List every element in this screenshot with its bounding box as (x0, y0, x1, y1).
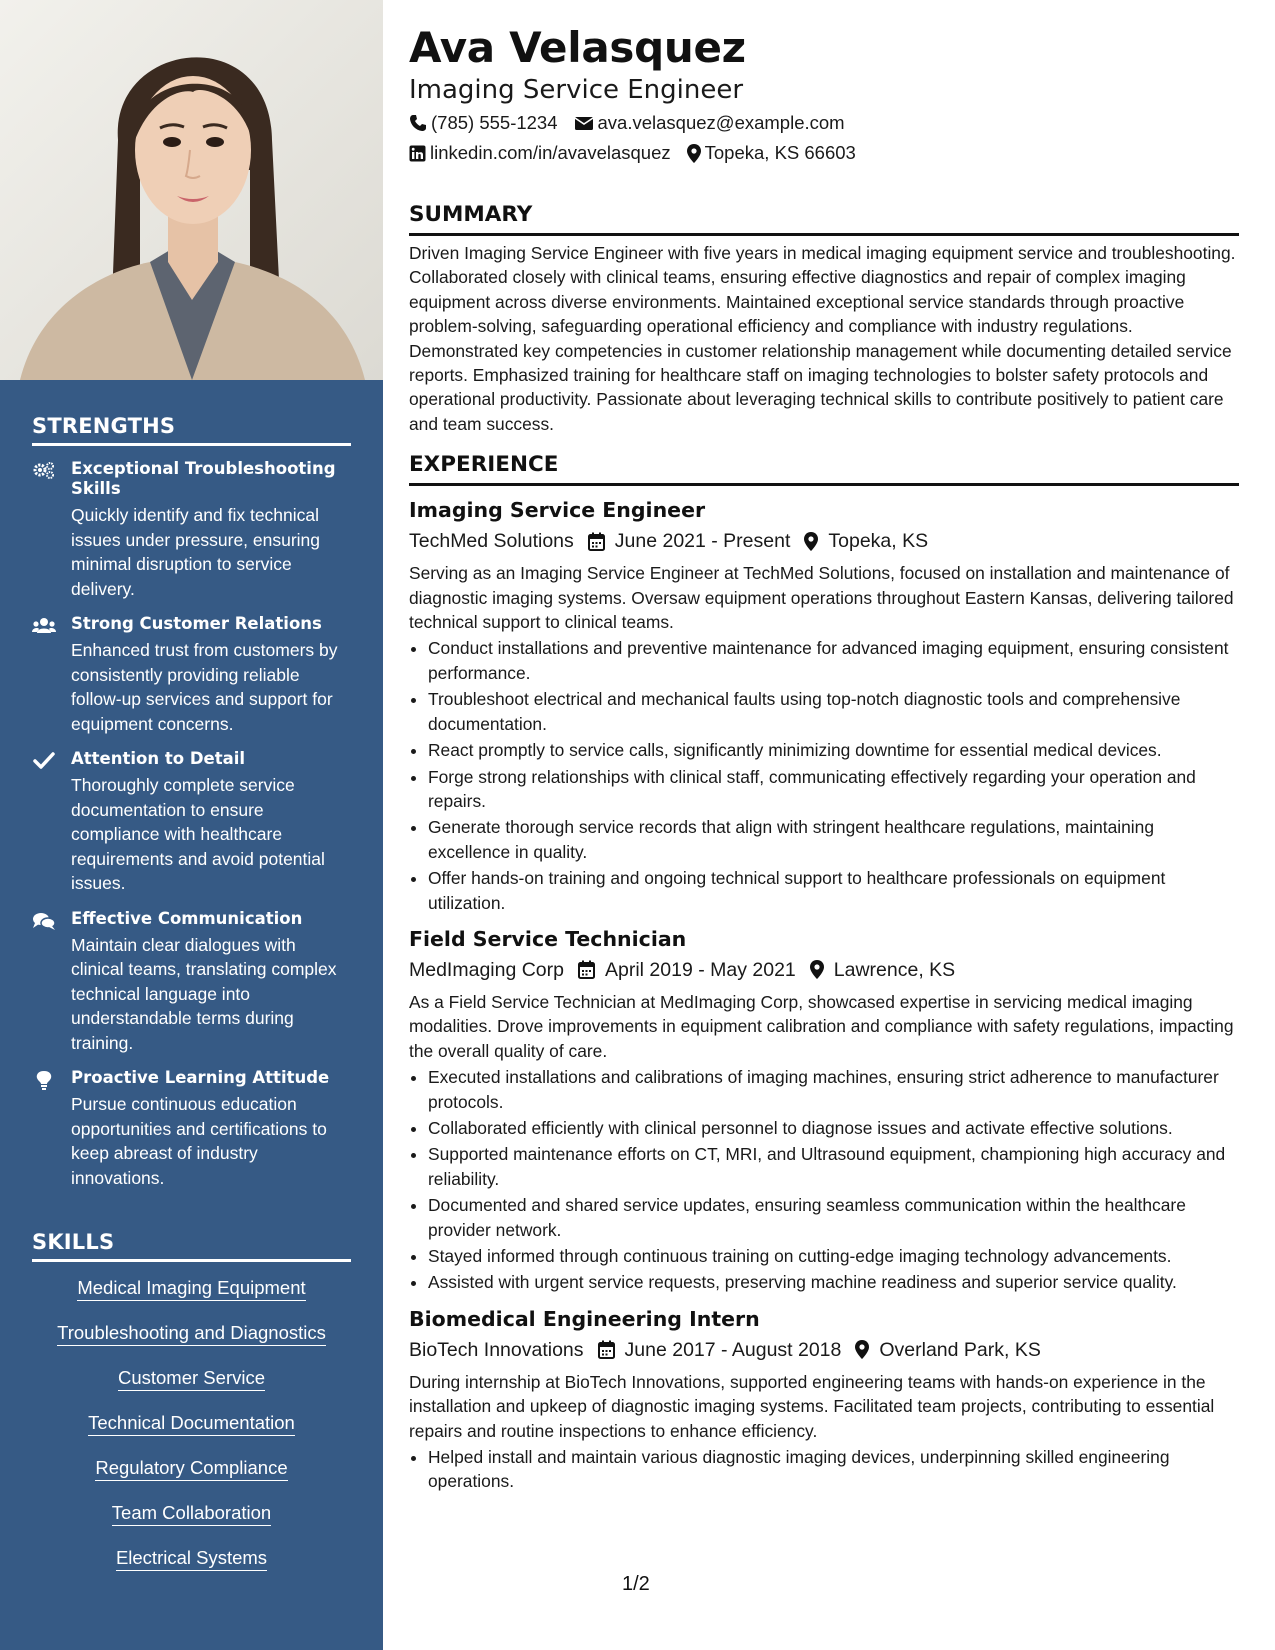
job-dates (598, 1336, 842, 1364)
location-text: Topeka, KS (828, 530, 929, 553)
bullet-item: • Assisted with urgent service requests, preserving machine readiness and superior service quality. (428, 1270, 1239, 1294)
map-pin-icon (810, 960, 824, 979)
skill-tag: Medical Imaging Equipment (77, 1276, 305, 1301)
lightbulb-icon (32, 1070, 56, 1090)
users-icon (32, 616, 56, 636)
skill-tag: Customer Service (118, 1366, 265, 1391)
dates-text: April 2019 - May 2021 (605, 958, 796, 981)
linkedin-item[interactable] (409, 140, 671, 166)
job-meta (409, 527, 1239, 555)
company-name (409, 956, 564, 984)
location-item (687, 140, 856, 166)
bullet-item: • Executed installations and calibrations of imaging machines, ensuring strict adherence to manufacturer protocols. (428, 1065, 1239, 1114)
dates-text: June 2021 - Present (614, 530, 791, 553)
job-title: Field Service Technician (409, 926, 687, 951)
comments-icon (32, 911, 56, 931)
calendar-icon (598, 1340, 615, 1359)
bullet-item: • Helped install and maintain various diagnostic imaging devices, underpinning skilled engineering operations. (428, 1445, 1239, 1494)
map-pin-icon (687, 144, 701, 163)
job-description: As a Field Service Technician at MedImaging Corp, showcased expertise in servicing medical imaging modalities. Drove improvements in equipment calibration and compliance with safety regulations, impacting the overall quality of care. (409, 991, 1234, 1061)
bullet-item: • Stayed informed through continuous training on cutting-edge imaging technology advancements. (428, 1244, 1239, 1268)
check-icon (32, 751, 56, 771)
strength-item (32, 909, 351, 1056)
strength-title: Strong Customer Relations (71, 614, 322, 633)
bullet-item: • Generate thorough service records that align with stringent healthcare regulations, maintaining excellence in quality. (428, 815, 1239, 864)
map-pin-icon (855, 1340, 869, 1359)
summary-heading: SUMMARY (409, 202, 1239, 236)
experience-section (409, 452, 1239, 1494)
bullet-item: • Documented and shared service updates, ensuring seamless communication within the healthcare provider network. (428, 1193, 1239, 1242)
candidate-title: Imaging Service Engineer (409, 75, 744, 105)
bullet-item: • Conduct installations and preventive maintenance for advanced imaging equipment, ensuring consistent performance. (428, 636, 1239, 685)
profile-photo (0, 0, 383, 380)
location-text: Topeka, KS 66603 (704, 142, 856, 163)
phone-item (409, 110, 558, 136)
job-entry (409, 496, 1239, 915)
job-location (855, 1336, 1040, 1364)
job-entry (409, 1305, 1239, 1494)
strength-description: Enhanced trust from customers by consistently providing reliable follow-up services and support for equipment concerns. (71, 640, 338, 734)
strength-description: Thoroughly complete service documentation to ensure compliance with healthcare requirements and avoid potential issues. (71, 775, 325, 893)
summary-section (409, 202, 1239, 436)
skill-tag: Electrical Systems (116, 1546, 267, 1571)
job-bullets (428, 1445, 1239, 1494)
job-title: Biomedical Engineering Intern (409, 1306, 760, 1331)
linkedin-text[interactable]: linkedin.com/in/avavelasquez (430, 142, 671, 163)
strength-item (32, 749, 351, 896)
strength-title: Effective Communication (71, 908, 303, 928)
skill-tag: Team Collaboration (112, 1501, 271, 1526)
job-location (810, 956, 955, 984)
bullet-item: • Supported maintenance efforts on CT, MRI, and Ultrasound equipment, championing high accuracy and reliability. (428, 1142, 1239, 1191)
dates-text: June 2017 - August 2018 (624, 1338, 842, 1361)
candidate-name: Ava Velasquez (409, 23, 746, 72)
contact-row (409, 110, 1239, 136)
skill-tag: Troubleshooting and Diagnostics (57, 1321, 326, 1346)
experience-heading: EXPERIENCE (409, 452, 1239, 486)
strengths-heading: STRENGTHS (32, 414, 351, 446)
main-content (409, 22, 1239, 1496)
job-location (804, 527, 928, 555)
bullet-item: • React promptly to service calls, significantly minimizing downtime for essential medical devices. (428, 738, 1239, 762)
job-bullets (428, 1065, 1239, 1295)
strength-item (32, 459, 351, 601)
job-description: Serving as an Imaging Service Engineer at TechMed Solutions, focused on installation and maintenance of diagnostic imaging systems. Oversaw equipment operations throughout Eastern Kansas, delivering tailored technical support to clinical teams. (409, 563, 1234, 633)
strength-item (32, 1068, 351, 1190)
summary-text: Driven Imaging Service Engineer with five years in medical imaging equipment service and troubleshooting. Collaborated closely with clinical teams, ensuring effective diagnostics and repair of complex imaging equipment across diverse environments. Maintained exceptional service standards through proactive problem-solving, safeguarding operational efficiency and compliance with industry regulations. Demonstrated key competencies in customer relationship management while documenting detailed service reports. Emphasized training for healthcare staff on imaging technologies to bolster safety protocols and operational productivity. Passionate about leveraging technical skills to contribute positively to patient care and team success. (409, 243, 1236, 434)
job-bullets (428, 636, 1239, 914)
page-number: 1/2 (622, 1573, 650, 1595)
skill-tag: Regulatory Compliance (95, 1456, 287, 1481)
strength-title: Attention to Detail (71, 749, 246, 768)
calendar-icon (588, 532, 605, 551)
envelope-icon (574, 115, 594, 131)
phone-icon (409, 114, 427, 132)
sidebar (0, 0, 383, 1650)
gears-icon (32, 461, 56, 481)
skills-section (32, 1230, 351, 1591)
bullet-item: • Forge strong relationships with clinical staff, communicating effectively regarding your operation and repairs. (428, 765, 1239, 814)
strength-description: Pursue continuous education opportunities and certifications to keep abreast of industry innovations. (71, 1094, 327, 1188)
strengths-section (32, 414, 351, 1190)
linkedin-icon (409, 145, 426, 162)
skill-tag: Technical Documentation (88, 1411, 295, 1436)
company-name (409, 527, 574, 555)
strength-item (32, 614, 351, 736)
bullet-item: • Offer hands-on training and ongoing technical support to healthcare professionals on equipment utilization. (428, 866, 1239, 915)
phone-text: (785) 555-1234 (431, 112, 558, 133)
skills-heading: SKILLS (32, 1230, 351, 1262)
bullet-item: • Collaborated efficiently with clinical personnel to diagnose issues and activate effective solutions. (428, 1116, 1239, 1140)
location-text: Lawrence, KS (833, 958, 956, 981)
map-pin-icon (804, 532, 818, 551)
skill-list (32, 1276, 351, 1571)
job-title: Imaging Service Engineer (409, 498, 706, 523)
strength-title: Proactive Learning Attitude (71, 1068, 330, 1087)
bullet-item: • Troubleshoot electrical and mechanical faults using top-notch diagnostic tools and comprehensive documentation. (428, 687, 1239, 736)
company-name (409, 1336, 584, 1364)
calendar-icon (578, 960, 595, 979)
strength-description: Quickly identify and fix technical issues under pressure, ensuring minimal disruption to service delivery. (71, 505, 321, 599)
company-text: BioTech Innovations (409, 1338, 584, 1361)
strength-description: Maintain clear dialogues with clinical teams, translating complex technical language into understandable terms during training. (71, 934, 337, 1053)
email-item[interactable] (574, 110, 845, 136)
email-text[interactable]: ava.velasquez@example.com (597, 112, 845, 133)
job-meta (409, 1336, 1239, 1364)
job-dates (588, 527, 791, 555)
company-text: MedImaging Corp (409, 958, 564, 981)
contact-row-2 (409, 140, 1239, 166)
job-dates (578, 956, 796, 984)
company-text: TechMed Solutions (409, 530, 574, 553)
location-text: Overland Park, KS (879, 1338, 1041, 1361)
job-meta (409, 956, 1239, 984)
job-entry (409, 925, 1239, 1295)
strength-title: Exceptional Troubleshooting Skills (71, 459, 336, 498)
job-description: During internship at BioTech Innovations, supported engineering teams with hands-on experience in the installation and upkeep of diagnostic imaging systems. Facilitated team projects, contributing to essential repairs and routine inspections to enhance efficiency. (409, 1371, 1215, 1441)
